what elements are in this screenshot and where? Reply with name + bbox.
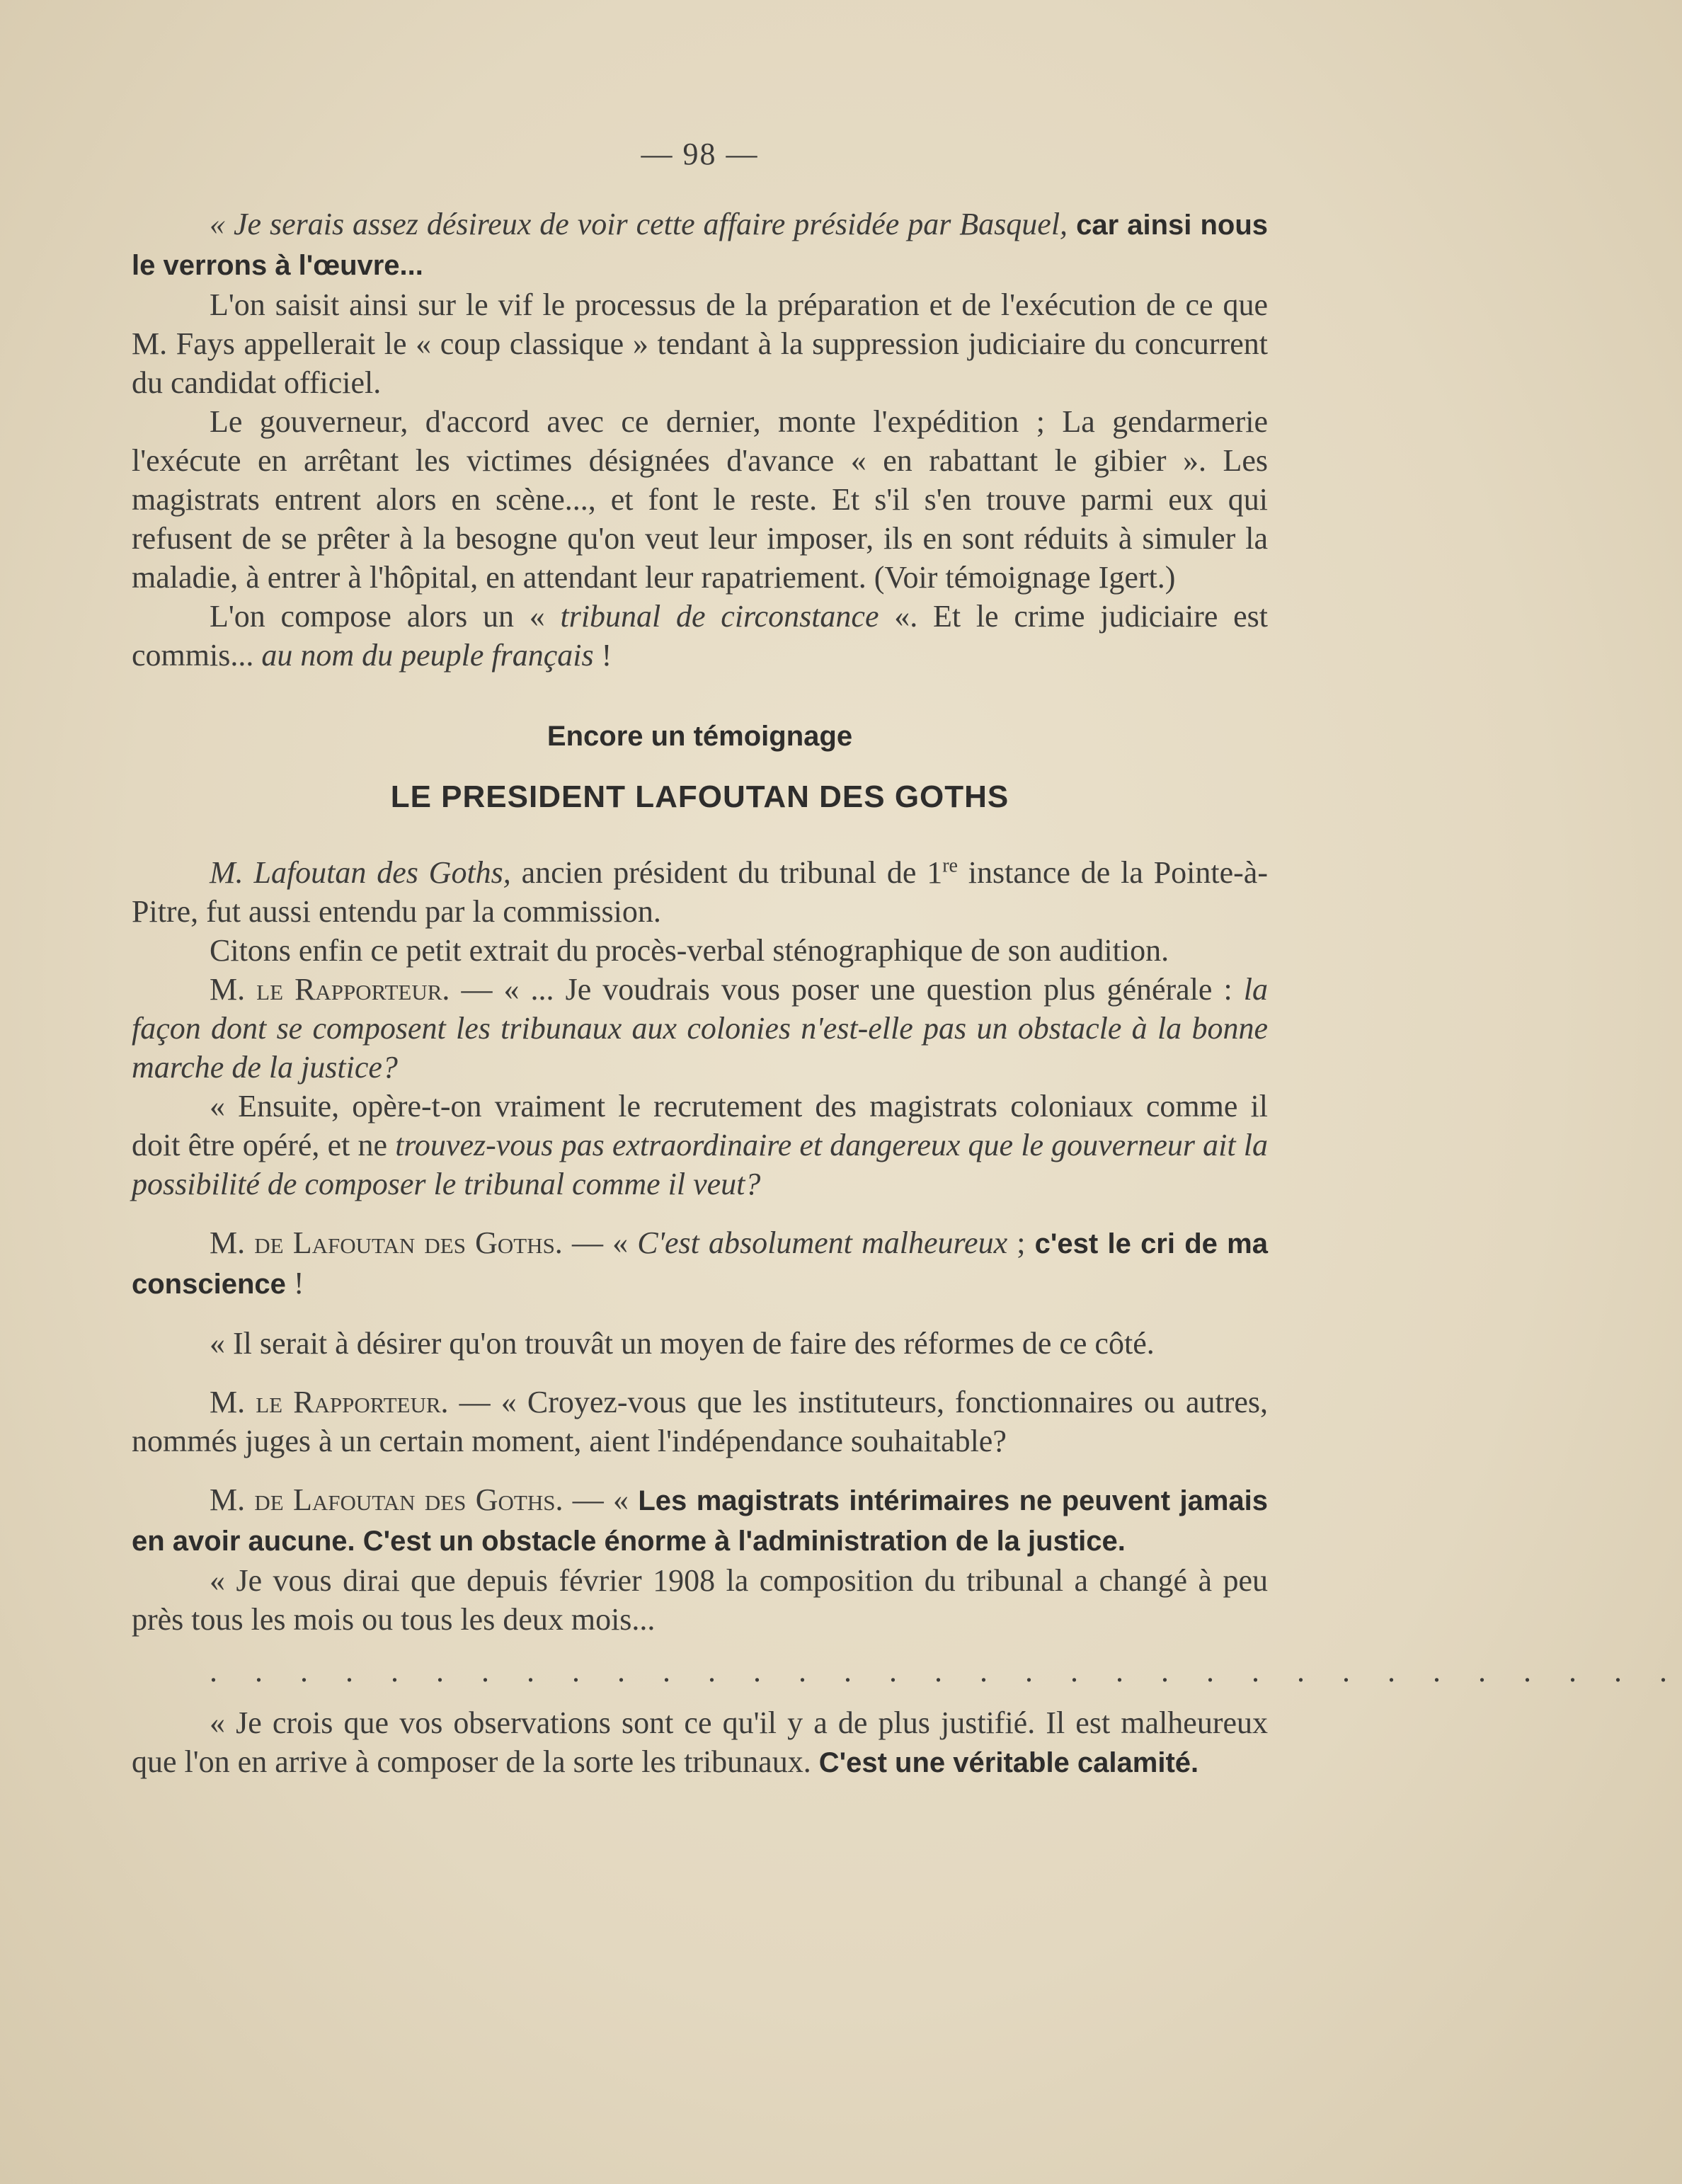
- bold-text: c'est le cri de ma conscience: [132, 1228, 1268, 1300]
- italic-text: C'est absolument malheureux: [637, 1225, 1008, 1260]
- bold-text: C'est une véritable calamité.: [818, 1747, 1199, 1778]
- paragraph-gouverneur: Le gouverneur, d'accord avec ce dernier, monte l'expédition ; La gendarmerie l'exécute en arrêtant les victimes désignées d'avance « en rabattant le gibier ». Les magistrats entrent alors en scène..., et font le reste. Et s'il s'en trouve parmi eux qui refusent de se prêter à la besogne qu'on veut leur imposer, ils en sont réduits à simuler la maladie, à entrer à l'hôpital, en attendant leur rapatriement. (Voir témoignage Igert.): [132, 404, 1268, 595]
- paragraph-reformes: « Il serait à désirer qu'on trouvât un moyen de faire des réformes de ce côté.: [210, 1326, 1155, 1361]
- superscript: re: [942, 854, 958, 877]
- italic-text: trouvez-vous pas extraordinaire et dangereux que le gouverneur ait la possibilité de composer le tribunal comme il veut?: [132, 1128, 1268, 1201]
- paragraph-lafoutan-answer: M. de Lafoutan des Goths. — « C'est absolument malheureux ; c'est le cri de ma conscience !: [132, 1225, 1268, 1300]
- speaker-name: M. de Lafoutan des Goths.: [210, 1225, 563, 1260]
- paragraph-rapporteur-instituteurs: M. le Rapporteur. — « Croyez-vous que les instituteurs, fonctionnaires ou autres, nommés juges à un certain moment, aient l'indépendance souhaitable?: [132, 1385, 1268, 1458]
- paragraph-tribunal-circonstance: L'on compose alors un « tribunal de circonstance «. Et le crime judiciaire est commis... au nom du peuple français !: [132, 599, 1268, 673]
- speaker-name: M. le Rapporteur.: [210, 1385, 449, 1419]
- paragraph-calamite: « Je crois que vos observations sont ce qu'il y a de plus justifié. Il est malheureux que l'on en arrive à composer de la sorte les tribunaux. C'est une véritable calamité.: [132, 1705, 1268, 1779]
- paragraph-quote-basquel: [132, 205, 1268, 285]
- speaker-name: M. de Lafoutan des Goths.: [210, 1482, 563, 1517]
- paragraph-fevrier-1908: « Je vous dirai que depuis février 1908 la composition du tribunal a changé à peu près tous les mois ou tous les deux mois...: [132, 1563, 1268, 1637]
- paragraph-lafoutan-intro: M. Lafoutan des Goths, ancien président du tribunal de 1re instance de la Pointe-à-Pitre, fut aussi entendu par la commission.: [132, 854, 1268, 929]
- section-heading: Encore un témoignage: [547, 721, 853, 752]
- italic-text: tribunal de circonstance: [560, 599, 879, 634]
- italic-text: M. Lafoutan des Goths,: [210, 855, 511, 890]
- paragraph-extrait: Citons enfin ce petit extrait du procès-verbal sténographique de son audition.: [210, 933, 1169, 968]
- document-page: [132, 135, 1682, 1783]
- italic-text: « Je serais assez désireux de voir cette affaire présidée par Basquel,: [210, 207, 1068, 241]
- italic-text: la façon dont se composent les tribunaux aux colonies n'est-elle pas un obstacle à la bonne marche de la justice?: [132, 972, 1268, 1085]
- paragraph-recrutement: « Ensuite, opère-t-on vraiment le recrutement des magistrats coloniaux comme il doit être opéré, et ne trouvez-vous pas extraordinaire et dangereux que le gouverneur ait la possibilité de composer le tribunal comme il veut?: [132, 1089, 1268, 1201]
- paragraph-processus: L'on saisit ainsi sur le vif le processus de la préparation et de l'exécution de ce que M. Fays appellerait le « coup classique » tendant à la suppression judiciaire du concurrent du candidat officiel.: [132, 287, 1268, 400]
- speaker-name: M. le Rapporteur.: [210, 972, 450, 1007]
- bold-text: car ainsi nous le verrons à l'œuvre...: [132, 210, 1268, 281]
- paragraph-magistrats-interimaires: M. de Lafoutan des Goths. — « Les magistrats intérimaires ne peuvent jamais en avoir aucune. C'est un obstacle énorme à l'administration de la justice.: [132, 1482, 1269, 1557]
- italic-text: au nom du peuple français: [261, 638, 594, 673]
- ellipsis-divider: . . . . . . . . . . . . . . . . . . . . . . . . . . . . . . . . .: [210, 1654, 1682, 1688]
- bold-text: Les magistrats intérimaires ne peuvent jamais en avoir aucune. C'est un obstacle énorme à l'administration de la justice.: [132, 1485, 1269, 1557]
- paragraph-rapporteur-question: M. le Rapporteur. — « ... Je voudrais vous poser une question plus générale : la façon dont se composent les tribunaux aux colonies n'est-elle pas un obstacle à la bonne marche de la justice?: [132, 972, 1268, 1085]
- section-title: LE PRESIDENT LAFOUTAN DES GOTHS: [390, 779, 1009, 814]
- page-number: — 98 —: [641, 137, 759, 171]
